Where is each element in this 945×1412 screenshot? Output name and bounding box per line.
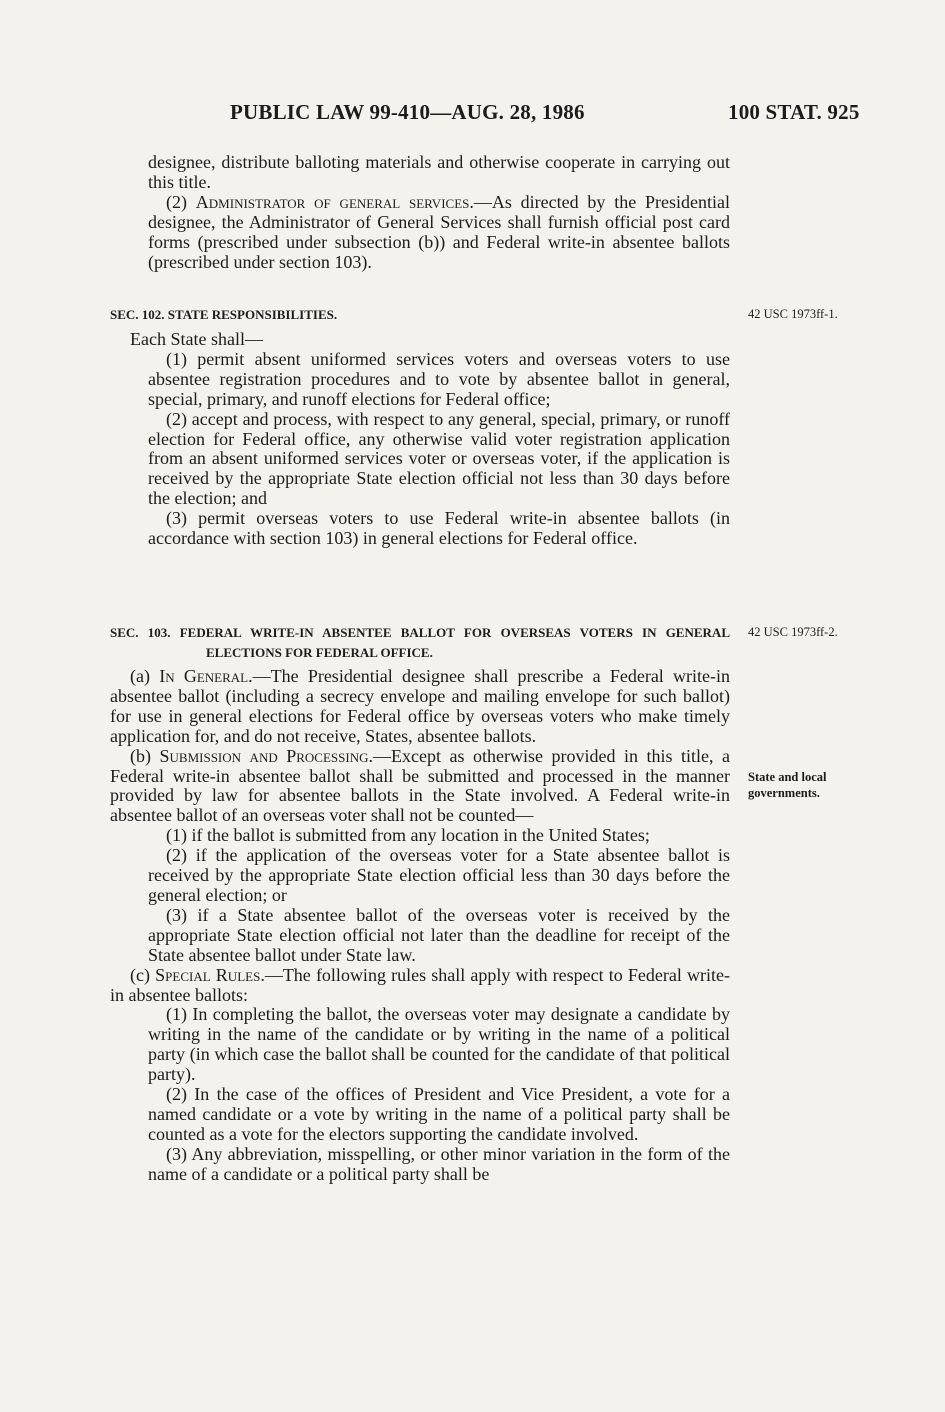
list-item: (1) if the ballot is submitted from any location in the United States; [166, 825, 650, 846]
paragraph-administrator: (2) Administrator of general services.—As directed by the Presidential designee, the Administrator of General Services shall furnish official post card forms (prescribed under subsection (b)) and Federal write-in absentee ballots (prescribed under section 103). [148, 191, 730, 272]
list-item: (1) permit absent uniformed services voters and overseas voters to use absentee registration procedures and to vote by absentee ballot in general, special, primary, and runoff elections for Federal office; [148, 348, 730, 409]
list-item: (2) In the case of the offices of President and Vice President, a vote for a named candidate or a vote by writing in the name of a political party shall be counted as a vote for the electors supporting the candidate involved. [148, 1084, 730, 1144]
paragraph-continuation: designee, distribute balloting materials and otherwise cooperate in carrying out this title. [148, 152, 730, 192]
subsection-c: (c) Special Rules.—The following rules shall apply with respect to Federal write-in absentee ballots: [110, 964, 730, 1005]
list-item: (3) permit overseas voters to use Federal write-in absentee ballots (in accordance with section 103) in general elections for Federal office. [148, 508, 730, 549]
page-title: PUBLIC LAW 99-410—AUG. 28, 1986 [230, 100, 585, 124]
margin-note-topic: State and local governments. [748, 770, 827, 800]
margin-note-citation: 42 USC 1973ff-2. [748, 625, 838, 639]
page-body [110, 153, 730, 272]
list-item: (3) Any abbreviation, misspelling, or other minor variation in the form of the name of a candidate or a political party shall be [148, 1143, 730, 1184]
list-item: (3) if a State absentee ballot of the overseas voter is received by the appropriate State election official not later than the deadline for receipt of the State absentee ballot under State law. [148, 904, 730, 965]
section-heading-102: SEC. 102. STATE RESPONSIBILITIES. [110, 307, 338, 322]
subsection-heading: Submission and Processing [159, 745, 369, 766]
paragraph-heading: Administrator of general services [195, 191, 470, 212]
statute-page-number: 100 STAT. 925 [728, 100, 860, 124]
subsection-heading: In General [159, 666, 249, 686]
subsection-b: (b) Submission and Processing.—Except as otherwise provided in this title, a Federal write-in absentee ballot shall be submitted and processed in the manner provided by law for absentee ballots in the State involved. A Federal write-in absentee ballot of an overseas voter shall not be counted— [110, 745, 731, 826]
list-item: (2) accept and process, with respect to any general, special, primary, or runoff election for Federal office, any otherwise valid voter registration application from an absent uniformed services voter or overseas voter, if the application is received by the appropriate State election official not less than 30 days before the election; and [148, 408, 730, 509]
list-item: (2) if the application of the overseas voter for a State absentee ballot is received by the appropriate State election official less than 30 days before the general election; or [148, 845, 730, 905]
subsection-a: (a) In General.—The Presidential designee shall prescribe a Federal write-in absentee ballot (including a secrecy envelope and mailing envelope for such ballot) for use in general elections for Federal office by overseas voters who make timely application for, and do not receive, States, absentee ballots. [110, 666, 731, 746]
list-item: (1) In completing the ballot, the overseas voter may designate a candidate by writing in the name of the candidate or by writing in the name of a political party (in which case the ballot shall be counted for the candidate of that political party). [148, 1004, 730, 1085]
section-lead: Each State shall— [130, 329, 263, 349]
margin-note-citation: 42 USC 1973ff-1. [748, 307, 838, 321]
subsection-heading: Special Rules [155, 964, 261, 985]
section-heading-103: SEC. 103. FEDERAL WRITE-IN ABSENTEE BALLOT FOR OVERSEAS VOTERS IN GENERAL ELECTIONS FOR FEDERAL OFFICE. [110, 625, 730, 660]
